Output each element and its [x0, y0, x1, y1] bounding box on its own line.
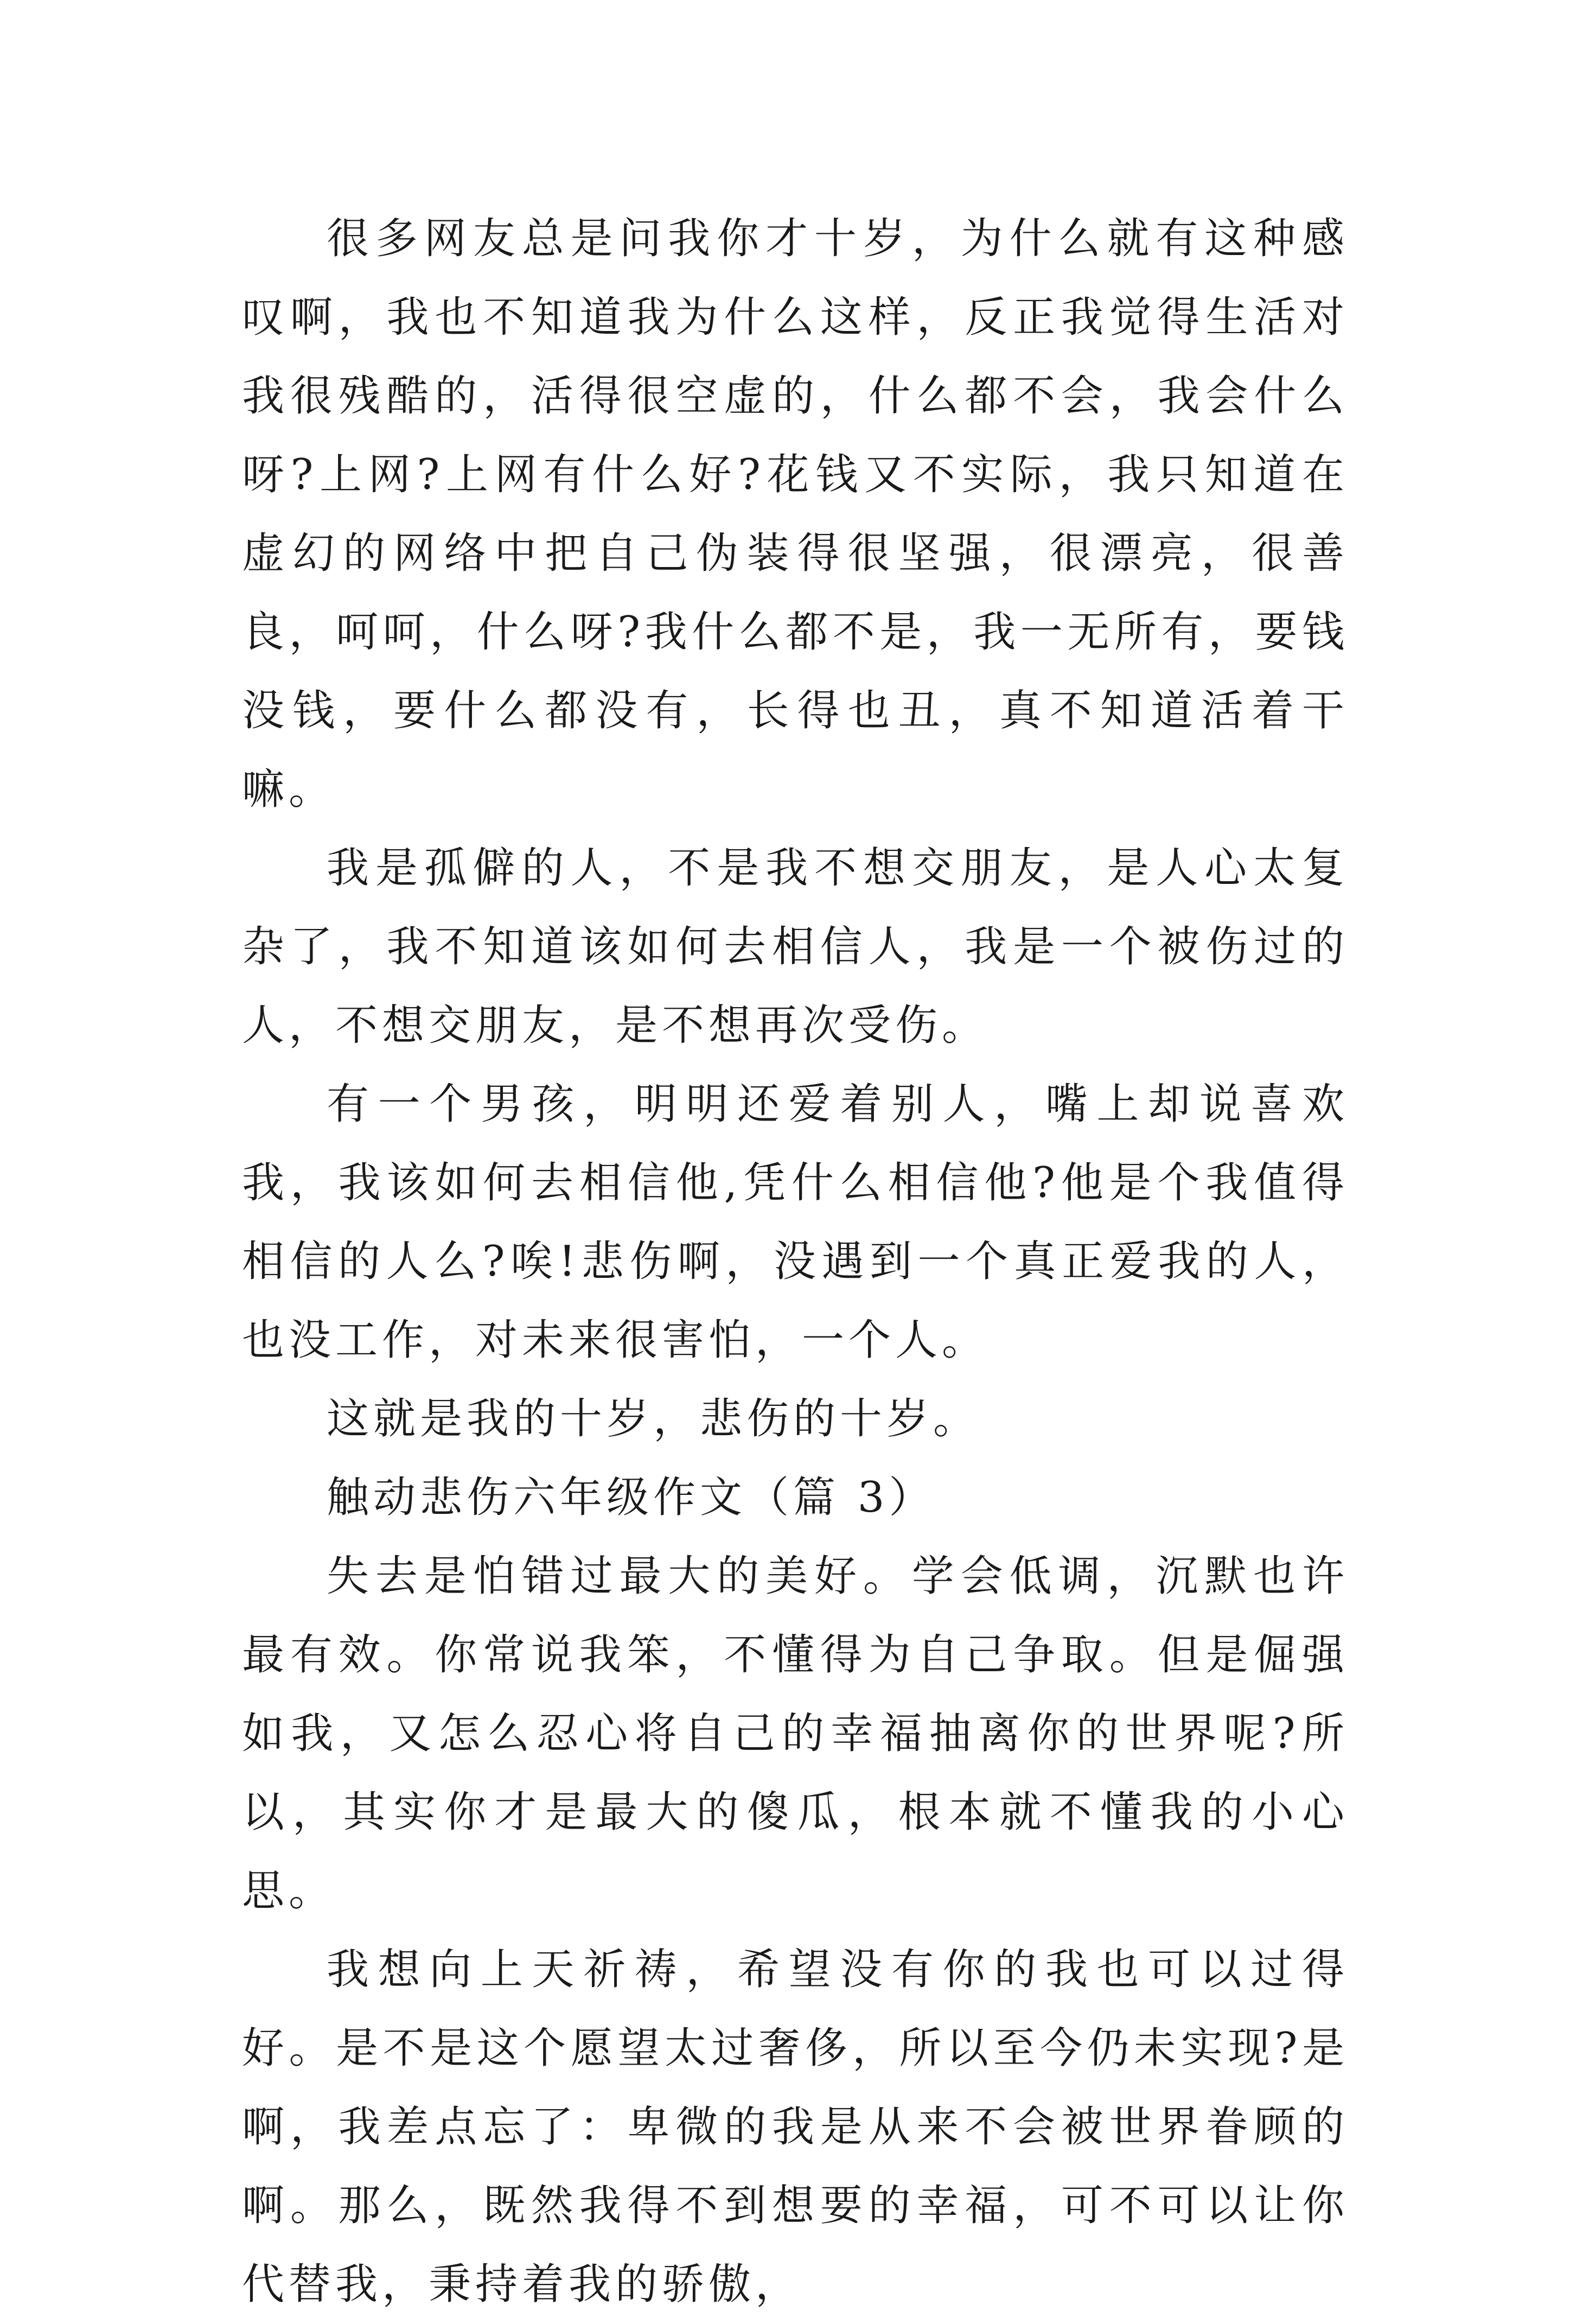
paragraph-2: 我是孤僻的人，不是我不想交朋友，是人心太复杂了，我不知道该如何去相信人，我是一个被伤过的人，不想交朋友，是不想再次受伤。 — [242, 844, 1349, 1050]
section-heading: 触动悲伤六年级作文（篇 3） — [327, 1473, 936, 1522]
paragraph-4: 这就是我的十岁，悲伤的十岁。 — [327, 1395, 980, 1443]
document-body — [242, 200, 1349, 2324]
paragraph-6: 我想向上天祈祷，希望没有你的我也可以过得好。是不是这个愿望太过奢侈，所以至今仍未实现?是啊，我差点忘了：卑微的我是从来不会被世界眷顾的啊。那么，既然我得不到想要的幸福，可不可以让你代替我，秉持着我的骄傲， — [242, 1945, 1349, 2309]
paragraph-1: 很多网友总是问我你才十岁，为什么就有这种感叹啊，我也不知道我为什么这样，反正我觉得生活对我很残酷的，活得很空虚的，什么都不会，我会什么呀?上网?上网有什么好?花钱又不实际，我只知道在虚幻的网络中把自己伪装得很坚强，很漂亮，很善良，呵呵，什么呀?我什么都不是，我一无所有，要钱没钱，要什么都没有，长得也丑，真不知道活着干嘛。 — [242, 214, 1349, 814]
paragraph-5: 失去是怕错过最大的美好。学会低调，沉默也许最有效。你常说我笨，不懂得为自己争取。但是倔强如我，又怎么忍心将自己的幸福抽离你的世界呢?所以，其实你才是最大的傻瓜，根本就不懂我的小心思。 — [242, 1552, 1349, 1915]
paragraph-3: 有一个男孩，明明还爱着别人，嘴上却说喜欢我，我该如何去相信他,凭什么相信他?他是个我值得相信的人么?唉!悲伤啊，没遇到一个真正爱我的人，也没工作，对未来很害怕，一个人。 — [242, 1080, 1349, 1365]
